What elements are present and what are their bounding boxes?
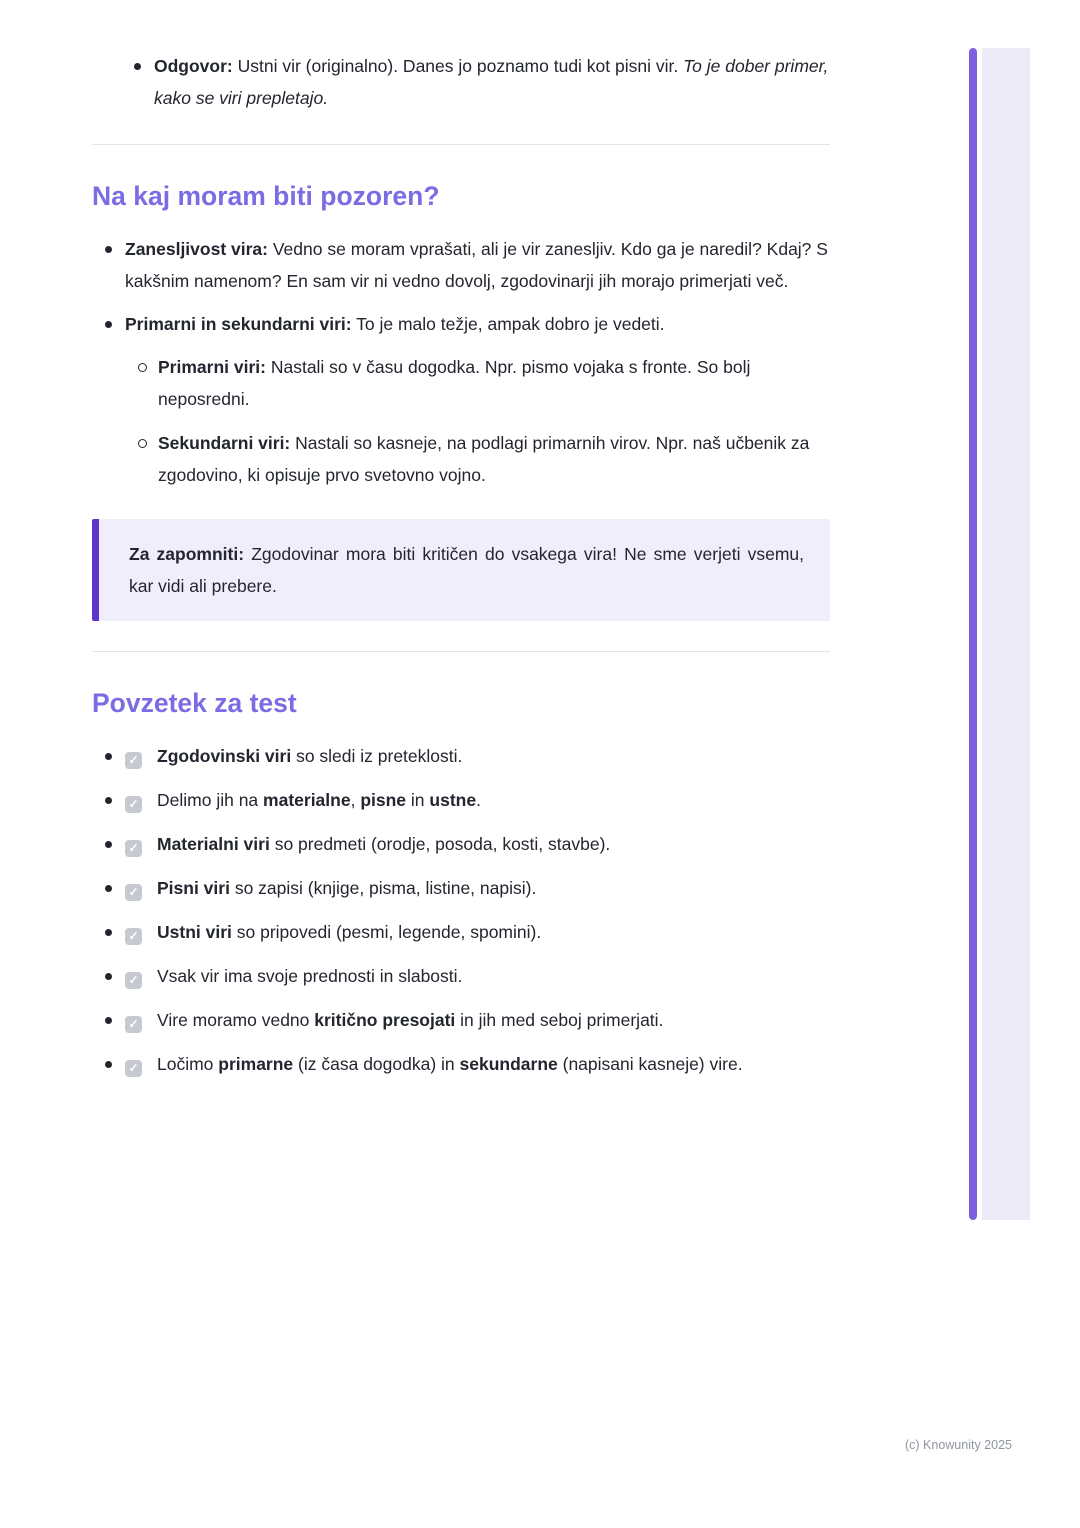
sub-list-item: Sekundarni viri: Nastali so kasneje, na podlagi primarnih virov. Npr. naš učbenik za zgodovino, ki opisuje prvo svetovno vojno.	[125, 427, 830, 491]
checklist-item-text: Zgodovinski viri so sledi iz preteklosti.	[157, 746, 463, 766]
checklist-item-text: Vire moramo vedno kritično presojati in jih med seboj primerjati.	[157, 1010, 664, 1030]
checkbox-checked-icon[interactable]: ✓	[125, 928, 142, 945]
checkbox-checked-icon[interactable]: ✓	[125, 884, 142, 901]
checklist-item-text: Vsak vir ima svoje prednosti in slabosti.	[157, 966, 463, 986]
sub-list-item: Primarni viri: Nastali so v času dogodka. Npr. pismo vojaka s fronte. So bolj neposredni.	[125, 351, 830, 415]
bullet-list	[92, 233, 830, 340]
divider	[92, 144, 830, 145]
checklist-item-text: Materialni viri so predmeti (orodje, posoda, kosti, stavbe).	[157, 834, 611, 854]
intro-list	[121, 50, 830, 114]
checklist-item-text: Ustni viri so pripovedi (pesmi, legende, spomini).	[157, 922, 542, 942]
list-item: Zanesljivost vira: Vedno se moram vprašati, ali je vir zanesljiv. Kdo ga je naredil? Kdaj? S kakšnim namenom? En sam vir ni vedno dovolj, zgodovinarji jih morajo primerjati več.	[92, 233, 830, 297]
checklist-item	[92, 784, 830, 816]
checklist-item-text: Delimo jih na materialne, pisne in ustne.	[157, 790, 481, 810]
callout-box	[92, 519, 830, 621]
checklist-item	[92, 740, 830, 772]
footer-credit: (c) Knowunity 2025	[904, 1438, 1012, 1452]
checklist-item	[92, 916, 830, 948]
checkbox-checked-icon[interactable]: ✓	[125, 796, 142, 813]
callout-text: Za zapomniti: Zgodovinar mora biti kritičen do vsakega vira! Ne sme verjeti vsemu, kar vidi ali prebere.	[129, 544, 804, 596]
checklist-item-text: Pisni viri so zapisi (knjige, pisma, listine, napisi).	[157, 878, 537, 898]
checklist-item-text: Ločimo primarne (iz časa dogodka) in sekundarne (napisani kasneje) vire.	[157, 1054, 743, 1074]
checkbox-checked-icon[interactable]: ✓	[125, 840, 142, 857]
checklist-item	[92, 960, 830, 992]
checkbox-checked-icon[interactable]: ✓	[125, 972, 142, 989]
list-item: Odgovor: Ustni vir (originalno). Danes jo poznamo tudi kot pisni vir. To je dober primer, kako se viri prepletajo.	[121, 50, 830, 114]
document-content	[92, 0, 830, 1092]
checkbox-checked-icon[interactable]: ✓	[125, 1016, 142, 1033]
scrollbar-track[interactable]	[982, 48, 1030, 1220]
scrollbar-thumb[interactable]	[969, 48, 977, 1220]
list-item: Primarni in sekundarni viri: To je malo težje, ampak dobro je vedeti.	[92, 308, 830, 340]
divider	[92, 651, 830, 652]
checklist-item	[92, 828, 830, 860]
checklist-item	[92, 872, 830, 904]
checklist-item	[92, 1004, 830, 1036]
section-heading: Na kaj moram biti pozoren?	[92, 181, 440, 211]
checkbox-checked-icon[interactable]: ✓	[125, 752, 142, 769]
checkbox-checked-icon[interactable]: ✓	[125, 1060, 142, 1077]
section-heading: Povzetek za test	[92, 688, 297, 718]
sub-bullet-list	[125, 351, 830, 491]
checklist-item	[92, 1048, 830, 1080]
checklist	[92, 740, 830, 1080]
